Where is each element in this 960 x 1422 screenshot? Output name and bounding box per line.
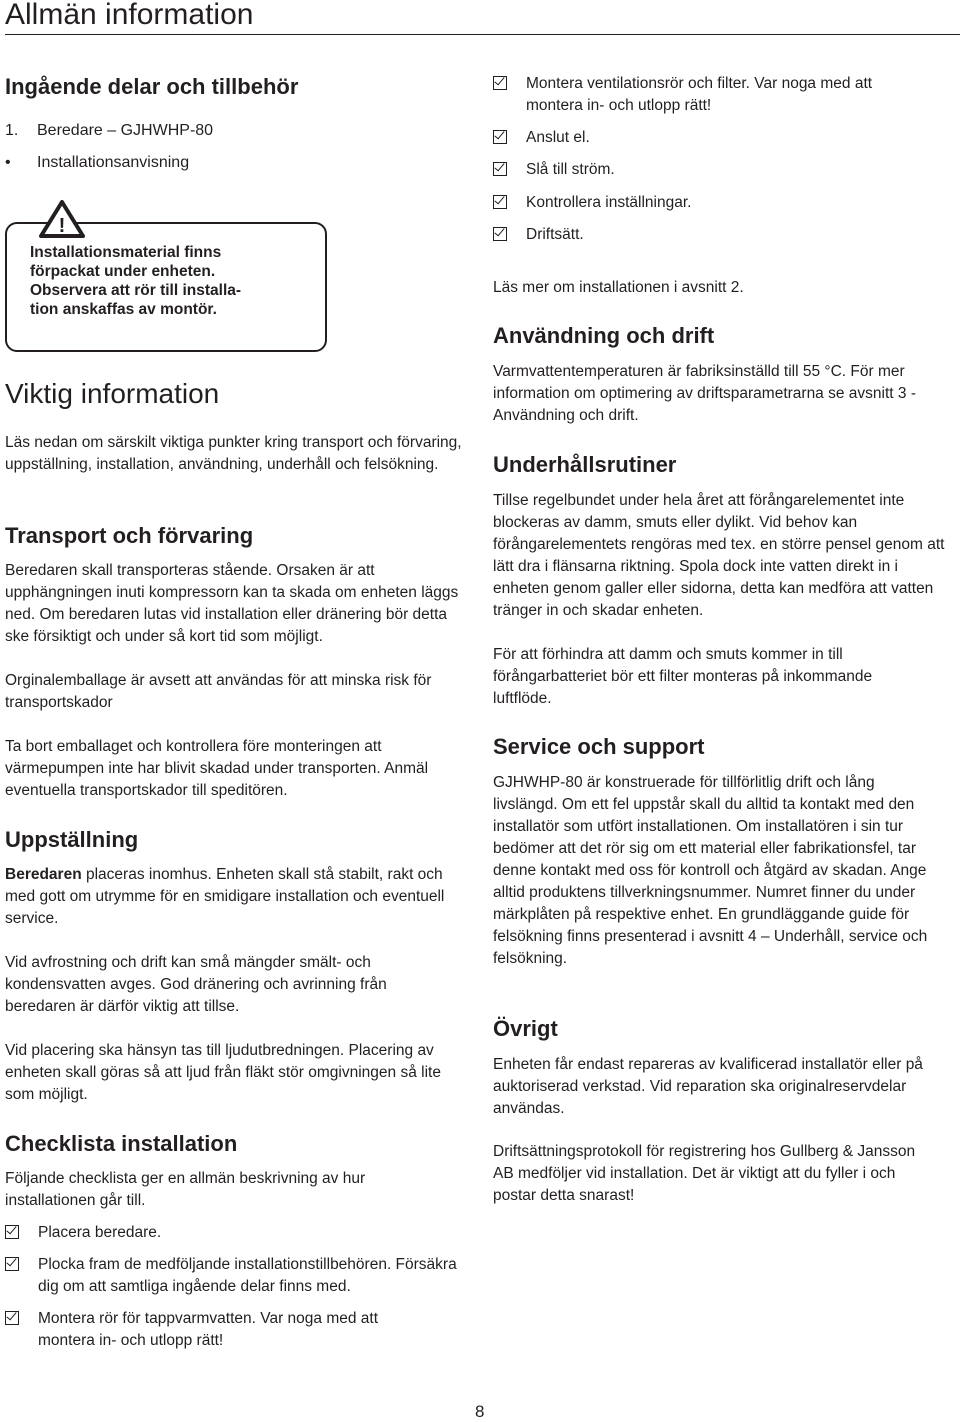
checklist-item-text: Driftsätt. <box>526 226 584 243</box>
setup-bold-word: Beredaren <box>5 866 82 883</box>
title-rule <box>5 34 960 35</box>
checklist-item-text: Plocka fram de medföljande installationstillbehören. Försäkra dig om att samtliga ingående delar finns med. <box>38 1256 457 1295</box>
parts-item-text: Installationsanvisning <box>37 154 190 171</box>
parts-item-2 <box>5 154 189 172</box>
setup-heading: Uppställning <box>5 827 139 852</box>
parts-heading: Ingående delar och tillbehör <box>5 74 299 99</box>
maintenance-paragraph-1: Tillse regelbundet under hela året att förångarelementet inte blockeras av damm, smuts eller dylikt. Vid behov kan förångarelementets rengöras med tex. en större pensel genom att lätt dra i flänsarna riktning. Spola dock inte vatten direkt in i enheten genom galler eller sidorna, detta kan medföra att vatten tränger in och skadar enheten. <box>493 492 945 619</box>
setup-paragraph-3: Vid placering ska hänsyn tas till ljudutbredningen. Placering av enheten skall göras så att ljud från fläkt stör omgivningen så lite som möjligt. <box>5 1042 441 1103</box>
checklist-item <box>493 73 933 117</box>
transport-heading: Transport och förvaring <box>5 523 254 548</box>
checklist-heading: Checklista installation <box>5 1131 238 1156</box>
parts-item-marker: 1. <box>5 122 19 139</box>
important-heading: Viktig information <box>5 378 220 409</box>
transport-paragraph-3: Ta bort emballaget och kontrollera före monteringen att värmepumpen inte har blivit skadad under transporten. Anmäl eventuella transportskador till speditören. <box>5 738 429 799</box>
transport-paragraph-1: Beredaren skall transporteras stående. Orsaken är att upphängningen inuti kompressorn kan ta skada om enheten läggs ned. Om beredaren lutas vid installation eller dränering bör detta ske försiktigt och under så kort tid som möjligt. <box>5 562 459 645</box>
usage-heading: Användning och drift <box>493 323 715 348</box>
other-paragraph-2: Driftsättningsprotokoll för registrering hos Gullberg & Jansson AB medföljer vid installation. Det är viktigt att du fyller i och postar detta snarast! <box>493 1143 916 1204</box>
checklist-item <box>493 127 933 149</box>
checkbox-icon <box>493 162 507 176</box>
checklist-item-text: Anslut el. <box>526 129 590 146</box>
warning-line: tion anskaffas av montör. <box>30 301 217 318</box>
other-heading: Övrigt <box>493 1016 558 1041</box>
checkbox-icon <box>493 227 507 241</box>
read-more-text: Läs mer om installationen i avsnitt 2. <box>493 279 744 296</box>
warning-line: förpackat under enheten. <box>30 263 216 280</box>
checklist-item-text: Montera rör för tappvarmvatten. Var noga med att montera in- och utlopp rätt! <box>38 1310 379 1349</box>
other-paragraph-1: Enheten får endast repareras av kvalificerad installatör eller på auktoriserad verkstad. Vid reparation ska originalreservdelar användas. <box>493 1056 923 1117</box>
checkbox-icon <box>5 1257 19 1271</box>
maintenance-heading: Underhållsrutiner <box>493 452 677 477</box>
checklist-item <box>5 1308 435 1352</box>
parts-item-text: Beredare – GJHWHP-80 <box>37 122 214 139</box>
warning-line: Installationsmaterial finns <box>30 244 222 261</box>
parts-item-1 <box>5 122 213 140</box>
checklist-item <box>493 224 933 246</box>
checkbox-icon <box>493 130 507 144</box>
checklist-item <box>493 192 933 214</box>
svg-text:!: ! <box>58 215 66 237</box>
usage-text: Varmvattentemperaturen är fabriksinställd till 55 °C. För mer information om optimering av driftsparametrarna se avsnitt 3 - Användning och drift. <box>493 363 916 424</box>
checklist-item <box>493 159 933 181</box>
checklist-item <box>5 1222 465 1244</box>
setup-paragraph-1-text: placeras inomhus. Enheten skall stå stabilt, rakt och med gott om utrymme för en smidigare installation och eventuell service. <box>5 866 445 927</box>
warning-text <box>30 243 241 319</box>
checkbox-icon <box>493 195 507 209</box>
page-title: Allmän information <box>5 0 254 31</box>
service-heading: Service och support <box>493 734 705 759</box>
checklist-item-text: Placera beredare. <box>38 1224 162 1241</box>
checkbox-icon <box>493 76 507 90</box>
checkbox-icon <box>5 1311 19 1325</box>
checklist-item-text: Montera ventilationsrör och filter. Var noga med att montera in- och utlopp rätt! <box>526 75 873 114</box>
parts-item-marker: • <box>5 154 11 171</box>
checklist-item-text: Kontrollera inställningar. <box>526 194 692 211</box>
checklist-item <box>5 1254 465 1298</box>
checklist-intro: Följande checklista ger en allmän beskrivning av hur installationen går till. <box>5 1170 366 1209</box>
checklist-item-text: Slå till ström. <box>526 161 615 178</box>
setup-paragraph-1 <box>5 864 467 930</box>
transport-paragraph-2: Orginalemballage är avsett att användas för att minska risk för transportskador <box>5 672 432 711</box>
warning-triangle-icon <box>38 199 86 239</box>
important-text: Läs nedan om särskilt viktiga punkter kring transport och förvaring, uppställning, installation, användning, underhåll och felsökning. <box>5 434 462 473</box>
service-text: GJHWHP-80 är konstruerade för tillförlitlig drift och lång livslängd. Om ett fel uppstår skall du alltid ta kontakt med den installatör som utfört installationen. Om installatören i sin tur bedömer att det rör sig om ett material eller fabrikationsfel, tar denne kontakt med oss för kontroll och åtgärd av skadan. Ange alltid produktens tillverkningsnummer. Numret finner du under märkplåten på respektive enhet. En grundläggande guide för felsökning finns presenterad i avsnitt 4 – Underhåll, service och felsökning. <box>493 774 928 967</box>
page-number: 8 <box>475 1402 485 1421</box>
checkbox-icon <box>5 1225 19 1239</box>
maintenance-paragraph-2: För att förhindra att damm och smuts kommer in till förångarbatteriet bör ett filter monteras på inkommande luftflöde. <box>493 646 873 707</box>
setup-paragraph-2: Vid avfrostning och drift kan små mängder smält- och kondensvatten avges. God dränering och avrinning från beredaren är därför viktig att tillse. <box>5 954 387 1015</box>
warning-line: Observera att rör till installa- <box>30 282 242 299</box>
